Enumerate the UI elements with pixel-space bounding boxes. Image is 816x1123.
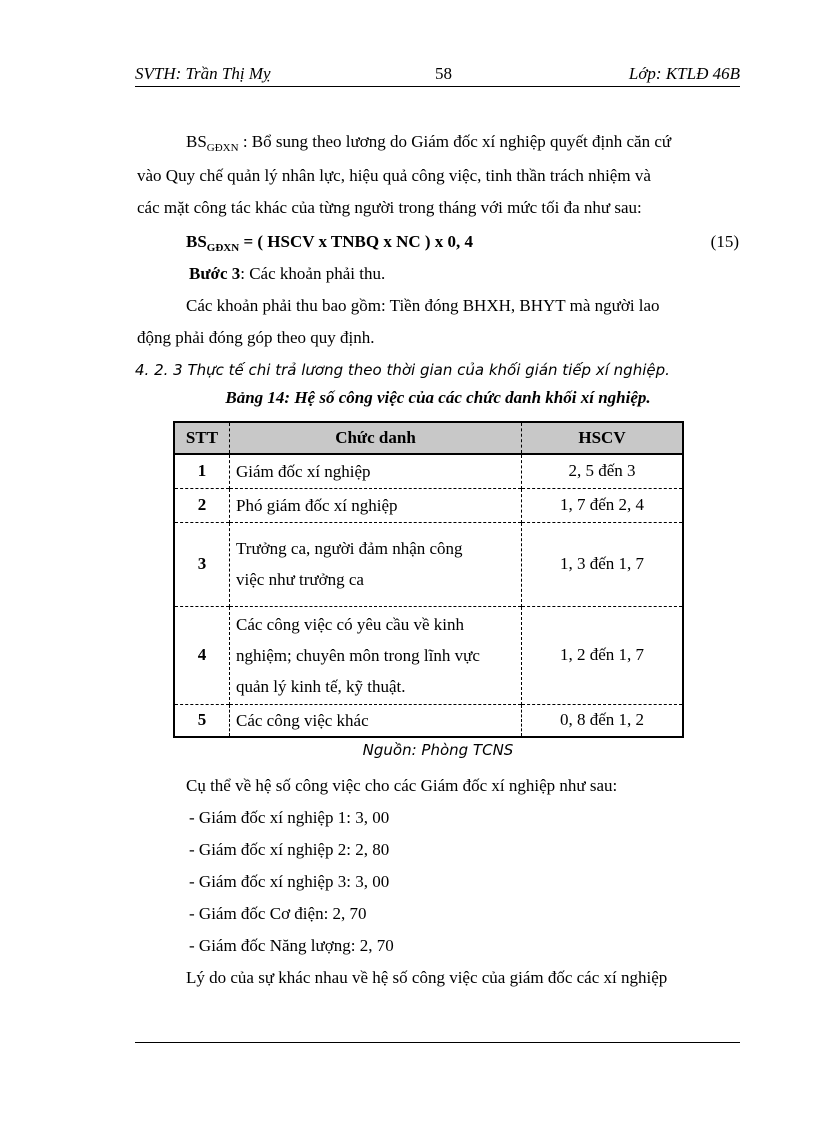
cell-title-line: nghiệm; chuyên môn trong lĩnh vực [236, 645, 480, 665]
para1-line1: : Bổ sung theo lương do Giám đốc xí nghiệp quyết định căn cứ [238, 132, 672, 151]
table-row [174, 704, 683, 737]
paragraph-receivables [137, 290, 739, 354]
cell-stt: 4 [174, 606, 230, 704]
formula-lhs: BS [186, 232, 207, 251]
formula-line [137, 226, 739, 260]
cell-title [230, 704, 522, 737]
cell-stt: 2 [174, 488, 230, 522]
cell-title-line: Trưởng ca, người đảm nhận công [236, 539, 463, 558]
bs-term-sub: GĐXN [206, 142, 239, 154]
cell-title [230, 454, 522, 488]
step3-text: : Các khoản phải thu. [240, 264, 386, 283]
formula-rhs: = ( HSCV x TNBQ x NC ) x 0, 4 [239, 232, 474, 251]
para1-line3: các mặt công tác khác của từng người trong tháng với mức tối đa như sau: [137, 198, 642, 217]
table-caption: Bảng 14: Hệ số công việc của các chức danh khối xí nghiệp. [225, 388, 651, 407]
cell-title-line: việc như trưởng ca [236, 570, 364, 589]
para1-line2: vào Quy chế quản lý nhân lực, hiệu quả công việc, tinh thần trách nhiệm và [137, 166, 651, 185]
cell-hscv: 1, 2 đến 1, 7 [522, 606, 684, 704]
cell-stt: 5 [174, 704, 230, 737]
footer-rule [135, 1042, 740, 1043]
cell-title [230, 522, 522, 606]
bs-term: BS [186, 132, 207, 151]
cell-title [230, 488, 522, 522]
page-header [135, 62, 740, 87]
section-heading: 4. 2. 3 Thực tế chi trả lương theo thời gian của khối gián tiếp xí nghiệp. [135, 361, 670, 379]
cell-stt: 3 [174, 522, 230, 606]
header-title: Chức danh [230, 422, 522, 454]
list-item: - Giám đốc xí nghiệp 3: 3, 00 [189, 872, 390, 891]
para2-line2: động phải đóng góp theo quy định. [137, 328, 375, 347]
cell-hscv: 2, 5 đến 3 [522, 454, 684, 488]
table-row [174, 606, 683, 704]
table-row [174, 488, 683, 522]
cell-title [230, 606, 522, 704]
cell-stt: 1 [174, 454, 230, 488]
paragraph-bs-gdxn [137, 126, 739, 224]
header-author: SVTH: Trần Thị Mỵ [135, 64, 271, 83]
table-header-row [174, 422, 683, 454]
header-page-number: 58 [435, 64, 452, 83]
cell-title-line: quản lý kinh tế, kỹ thuật. [236, 676, 406, 696]
para3-text: Cụ thể về hệ số công việc cho các Giám đốc xí nghiệp như sau: [186, 776, 618, 795]
step3-line [137, 258, 739, 290]
cell-title-line: Các công việc khác [236, 710, 369, 730]
cell-hscv: 0, 8 đến 1, 2 [522, 704, 684, 737]
step3-label: Bước 3 [189, 264, 241, 283]
formula-lhs-sub: GĐXN [206, 242, 240, 254]
equation-number: (15) [710, 232, 739, 251]
paragraph-director-coefficients [186, 770, 746, 802]
cell-title-line: Phó giám đốc xí nghiệp [236, 495, 398, 515]
list-item: - Giám đốc xí nghiệp 1: 3, 00 [189, 808, 390, 827]
paragraph-reason: Lý do của sự khác nhau về hệ số công việc của giám đốc các xí nghiệp [186, 968, 668, 987]
header-stt: STT [174, 422, 230, 454]
director-list [189, 802, 729, 962]
job-coefficient-table [173, 421, 684, 738]
cell-title-line: Các công việc có yêu cầu về kinh [236, 614, 464, 634]
list-item: - Giám đốc Cơ điện: 2, 70 [189, 904, 367, 923]
header-class: Lớp: KTLĐ 46B [628, 64, 740, 83]
table-row [174, 522, 683, 606]
list-item: - Giám đốc xí nghiệp 2: 2, 80 [189, 840, 390, 859]
list-item: - Giám đốc Năng lượng: 2, 70 [189, 936, 394, 955]
cell-hscv: 1, 3 đến 1, 7 [522, 522, 684, 606]
header-hscv: HSCV [522, 422, 684, 454]
table-row [174, 454, 683, 488]
table-source: Nguồn: Phòng TCNS [362, 741, 514, 759]
para2-line1: Các khoản phải thu bao gồm: Tiền đóng BHXH, BHYT mà người lao [186, 296, 660, 315]
cell-title-line: Giám đốc xí nghiệp [236, 461, 371, 481]
cell-hscv: 1, 7 đến 2, 4 [522, 488, 684, 522]
